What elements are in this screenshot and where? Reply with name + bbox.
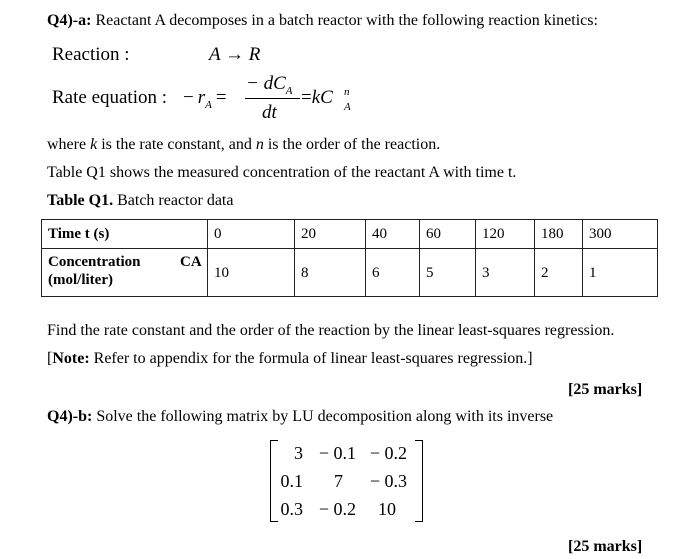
table-row xyxy=(42,249,658,297)
concentration-cell: 5 xyxy=(420,249,476,297)
part-b-text: Solve the following matrix by LU decomposition along with its inverse xyxy=(92,408,554,425)
rate-r-sub: A xyxy=(205,98,212,111)
rhs-superscript: n xyxy=(344,86,350,98)
table-caption-bold: Table Q1. xyxy=(47,192,114,209)
matrix-cell: 0.3 xyxy=(280,499,303,519)
time-cell: 20 xyxy=(295,220,366,249)
concentration-cell: 6 xyxy=(366,249,420,297)
matrix-cell: − 0.2 xyxy=(369,443,407,463)
concentration-cell: 8 xyxy=(295,249,366,297)
fraction-denominator: dt xyxy=(262,102,277,123)
concentration-cell: 2 xyxy=(535,249,583,297)
where-k: k xyxy=(90,136,98,153)
matrix-cell: 7 xyxy=(334,471,343,491)
time-cell: 180 xyxy=(535,220,583,249)
note-rest: Refer to appendix for the formula of linear least-squares regression.] xyxy=(89,350,533,367)
where-n: n xyxy=(255,136,264,153)
part-b-marks: [25 marks] xyxy=(568,538,643,555)
concentration-symbol: CA xyxy=(180,254,202,270)
numerator-C: C xyxy=(273,73,286,94)
table-caption-rest: Batch reactor data xyxy=(113,192,234,209)
matrix-cell: 10 xyxy=(378,499,396,519)
matrix-cell: 0.1 xyxy=(280,471,303,491)
part-a-marks: [25 marks] xyxy=(568,381,643,398)
rhs-subscript: A xyxy=(344,101,351,113)
part-b-intro xyxy=(47,408,553,426)
concentration-header xyxy=(42,249,208,297)
note-text xyxy=(47,350,533,368)
part-a-label: Q4)-a: xyxy=(47,12,92,29)
where-text xyxy=(47,136,440,154)
rate-r: r xyxy=(197,87,206,108)
table-intro: Table Q1 shows the measured concentration of the reactant A with time t. xyxy=(47,164,517,181)
where-mid: is the rate constant, and xyxy=(97,136,256,153)
rate-minus: − xyxy=(183,87,194,108)
concentration-cell: 3 xyxy=(476,249,535,297)
time-cell: 60 xyxy=(420,220,476,249)
rhs-equals: = xyxy=(301,87,312,108)
note-bold: Note: xyxy=(52,350,90,367)
concentration-units: (mol/liter) xyxy=(48,272,113,288)
rhs-k: k xyxy=(311,87,321,108)
matrix-cell: − 0.1 xyxy=(318,443,356,463)
rhs-C: C xyxy=(320,87,333,108)
matrix-cell: − 0.3 xyxy=(369,471,407,491)
rate-equals: = xyxy=(215,87,227,108)
where-suffix: is the order of the reaction. xyxy=(263,136,441,153)
time-header: Time t (s) xyxy=(42,220,208,249)
part-a-intro-text: Reactant A decomposes in a batch reactor with the following reaction kinetics: xyxy=(91,12,598,29)
task-text: Find the rate constant and the order of the reaction by the linear least-squares regression. xyxy=(47,322,615,339)
fraction-bar xyxy=(245,98,300,99)
numerator-sub: A xyxy=(285,84,293,97)
concentration-cell: 1 xyxy=(583,249,658,297)
time-cell: 40 xyxy=(366,220,420,249)
rate-rhs xyxy=(301,87,333,109)
numerator-minus-d: − d xyxy=(246,73,274,94)
time-cell: 120 xyxy=(476,220,535,249)
where-prefix: where xyxy=(47,136,91,153)
matrix-right-bracket xyxy=(415,440,423,522)
part-b-label: Q4)-b: xyxy=(47,408,93,425)
concentration-cell: 10 xyxy=(208,249,295,297)
matrix-cell: 3 xyxy=(294,443,303,463)
part-a-intro xyxy=(47,12,598,30)
reaction-equation: A → R xyxy=(209,44,261,65)
table-caption xyxy=(47,192,233,210)
rate-equation-label: Rate equation : xyxy=(52,87,168,108)
concentration-label: Concentration xyxy=(48,254,141,270)
fraction-numerator xyxy=(246,73,293,97)
rate-lhs xyxy=(183,87,227,111)
time-cell: 300 xyxy=(583,220,658,249)
matrix-cell: − 0.2 xyxy=(318,499,356,519)
table-row xyxy=(42,220,658,249)
reaction-label: Reaction : xyxy=(52,44,130,65)
time-cell: 0 xyxy=(208,220,295,249)
batch-reactor-table xyxy=(41,219,658,297)
note-open: [ xyxy=(47,350,53,367)
